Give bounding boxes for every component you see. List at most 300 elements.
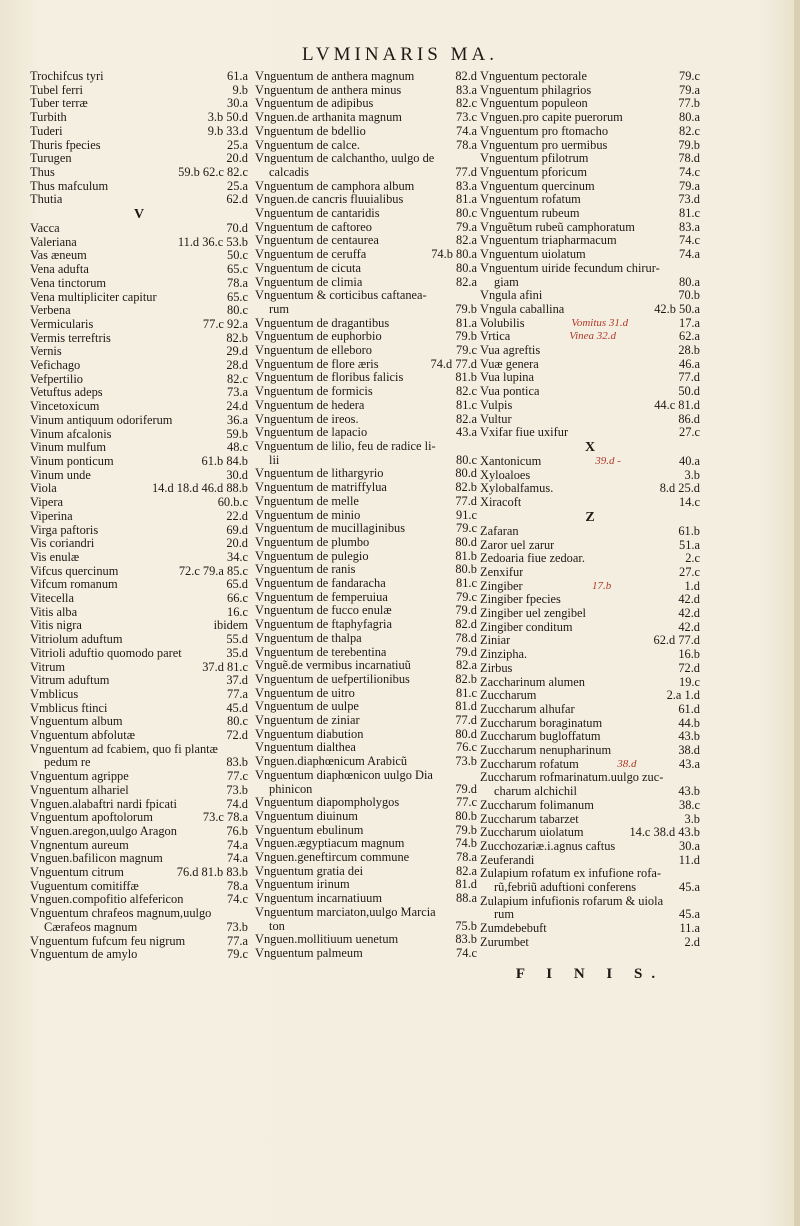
entry-reference: 11.d xyxy=(678,852,700,867)
entry-reference: 72.c 79.a 85.c xyxy=(178,563,248,578)
entry-reference: 77.d xyxy=(455,164,477,179)
entry-term: Vnguentum ebulinum xyxy=(255,823,364,837)
entry-reference: 42.d xyxy=(678,592,700,607)
entry-term: Vngnentum aureum xyxy=(30,838,129,852)
entry-term: Vngula afini xyxy=(480,289,543,303)
entry-reference: 77.c xyxy=(227,769,248,784)
index-entry xyxy=(255,646,477,660)
entry-term: Xylobalfamus. xyxy=(480,482,554,496)
index-entry xyxy=(480,867,700,881)
entry-reference: 77.a xyxy=(227,933,248,948)
index-entry xyxy=(30,359,248,373)
entry-term: Vnguen.bafilicon magnum xyxy=(30,852,163,866)
index-entry xyxy=(480,607,700,621)
entry-reference: 77.d xyxy=(455,493,477,508)
index-entry xyxy=(480,344,700,358)
entry-term: Vnguentum de cantaridis xyxy=(255,207,380,221)
entry-reference: 73.b xyxy=(455,754,477,769)
entry-term: Vnguen.pro capite puerorum xyxy=(480,111,623,125)
entry-term: Vnguentum de flore æris xyxy=(255,357,379,371)
index-entry xyxy=(480,413,700,427)
entry-term: Vnguẽ.de vermibus incarnatiuũ xyxy=(255,659,411,673)
entry-term: Zuccharum boraginatum xyxy=(480,716,603,730)
index-entry xyxy=(30,606,248,620)
index-entry xyxy=(30,825,248,839)
entry-reference: 59.b xyxy=(226,426,248,441)
entry-reference: 2.a 1.d xyxy=(666,688,700,703)
index-entry xyxy=(480,854,700,868)
entry-reference: 28.d xyxy=(226,358,248,373)
entry-term: Thutia xyxy=(30,193,63,207)
entry-reference: 81.c xyxy=(456,576,477,591)
index-entry xyxy=(255,577,477,591)
index-entry xyxy=(480,539,700,553)
entry-reference: 61.b 84.b xyxy=(201,453,248,468)
index-entry xyxy=(30,139,248,153)
index-entry xyxy=(255,522,477,536)
entry-reference: 66.c xyxy=(227,591,248,606)
index-entry xyxy=(30,880,248,894)
index-entry xyxy=(480,385,700,399)
index-entry xyxy=(30,111,248,125)
entry-term: Vinum ponticum xyxy=(30,454,114,468)
index-entry xyxy=(30,537,248,551)
index-entry xyxy=(30,414,248,428)
index-entry xyxy=(255,234,477,248)
entry-term: Vnguentum pforicum xyxy=(480,165,588,179)
entry-reference: 80.d xyxy=(455,466,477,481)
index-entry xyxy=(480,826,700,840)
index-entry xyxy=(255,399,477,413)
index-entry xyxy=(480,207,700,221)
entry-term: Zuccharum uiolatum xyxy=(480,826,584,840)
entry-term: Vincetoxicum xyxy=(30,400,100,414)
entry-reference: 82.a xyxy=(456,274,477,289)
index-entry-continuation xyxy=(255,920,477,934)
entry-term: Vnguentum ad fcabiem, quo fi plantæ xyxy=(30,742,218,756)
entry-term: Vultur xyxy=(480,412,512,426)
entry-reference: 74.c xyxy=(679,233,700,248)
index-entry xyxy=(480,371,700,385)
entry-reference: 83.b xyxy=(455,932,477,947)
entry-term: Vnguentum de thalpa xyxy=(255,631,362,645)
entry-reference: 77.b xyxy=(678,96,700,111)
entry-reference: 50.c xyxy=(227,248,248,263)
entry-term: Vnguentum de ftaphyfagria xyxy=(255,618,392,632)
index-entry xyxy=(255,878,477,892)
entry-term: Vnguentum dialthea xyxy=(255,741,356,755)
entry-reference: 61.d xyxy=(678,701,700,716)
entry-reference: ibidem xyxy=(213,618,248,633)
entry-reference: 45.a xyxy=(679,880,700,895)
index-entry xyxy=(255,330,477,344)
index-entry xyxy=(480,744,700,758)
entry-reference: 14.c 38.d 43.b xyxy=(629,825,700,840)
entry-reference: 77.d xyxy=(678,370,700,385)
index-entry xyxy=(30,935,248,949)
index-entry xyxy=(255,700,477,714)
index-entry xyxy=(30,222,248,236)
index-entry xyxy=(30,166,248,180)
index-entry xyxy=(30,510,248,524)
entry-reference: 48.c xyxy=(227,440,248,455)
entry-term: Vitrioli aduftio quomodo paret xyxy=(30,646,182,660)
entry-reference: 72.d xyxy=(678,660,700,675)
entry-reference: 2.c xyxy=(685,551,700,566)
entry-term: Vnguen.diaphœnicum Arabicũ xyxy=(255,755,408,769)
entry-term: Vitriolum aduftum xyxy=(30,633,123,647)
entry-reference: 80.d xyxy=(455,534,477,549)
entry-reference: 83.a xyxy=(679,219,700,234)
index-entry-continuation xyxy=(255,783,477,797)
entry-term: Vnguentum de elleboro xyxy=(255,344,372,358)
entry-term: Vnguentum citrum xyxy=(30,866,124,880)
index-entry xyxy=(480,922,700,936)
entry-reference: 2.d xyxy=(684,934,700,949)
entry-term: Vitis nigra xyxy=(30,619,82,633)
entry-reference: 79.b xyxy=(455,301,477,316)
index-entry xyxy=(480,482,700,496)
entry-reference: 79.a xyxy=(679,178,700,193)
entry-term: Zuccharum rofmarinatum.uulgo zuc- xyxy=(480,771,664,785)
entry-term: Vermicularis xyxy=(30,317,94,331)
index-entry xyxy=(480,840,700,854)
entry-term: Vnguentum triapharmacum xyxy=(480,234,617,248)
entry-term: Vnguen.ægyptiacum magnum xyxy=(255,837,405,851)
index-entry xyxy=(255,687,477,701)
index-entry xyxy=(255,851,477,865)
entry-reference: 82.a xyxy=(456,411,477,426)
index-entry xyxy=(30,948,248,962)
index-entry xyxy=(480,593,700,607)
entry-reference: 59.b 62.c 82.c xyxy=(178,164,248,179)
entry-term: Vinum unde xyxy=(30,468,91,482)
index-entry xyxy=(480,399,700,413)
entry-term: Zaccharinum alumen xyxy=(480,675,585,689)
index-entry xyxy=(255,221,477,235)
entry-term: Vnguentum album xyxy=(30,715,123,729)
entry-term: Vnguen.geneftircum commune xyxy=(255,851,410,865)
index-entry xyxy=(480,84,700,98)
entry-term: Vnguentum diuinum xyxy=(255,809,358,823)
finis-mark: F I N I S. xyxy=(515,965,665,982)
index-entry xyxy=(30,784,248,798)
entry-reference: 81.b xyxy=(455,370,477,385)
entry-term: Vnguentum alhariel xyxy=(30,783,129,797)
index-entry xyxy=(480,166,700,180)
entry-reference: 79.d xyxy=(455,644,477,659)
index-entry xyxy=(255,207,477,221)
entry-term: Vnguentum chrafeos magnum,uulgo xyxy=(30,907,212,921)
index-entry xyxy=(480,455,700,469)
index-entry xyxy=(480,689,700,703)
entry-reference: 43.b xyxy=(678,784,700,799)
index-column-2 xyxy=(255,70,477,961)
entry-term: Vnguentum de cicuta xyxy=(255,261,361,275)
entry-term: Vnguentum de camphora album xyxy=(255,179,415,193)
index-entry xyxy=(255,97,477,111)
index-entry xyxy=(30,193,248,207)
index-entry xyxy=(480,717,700,731)
page-edge xyxy=(794,0,800,1226)
entry-term: calcadis xyxy=(269,165,309,179)
entry-term: Vena adufta xyxy=(30,263,89,277)
index-entry xyxy=(30,345,248,359)
index-entry xyxy=(255,906,477,920)
entry-term: Zeuferandi xyxy=(480,853,535,867)
entry-reference: 40.a xyxy=(679,453,700,468)
entry-reference: 37.d 81.c xyxy=(202,659,248,674)
index-entry xyxy=(480,234,700,248)
index-entry xyxy=(255,70,477,84)
entry-term: Zenxifur xyxy=(480,565,524,579)
entry-reference: 27.c xyxy=(679,564,700,579)
index-entry xyxy=(30,496,248,510)
entry-reference: 25.a xyxy=(227,137,248,152)
entry-term: Vnguentum de melle xyxy=(255,494,359,508)
entry-reference: 77.d xyxy=(455,713,477,728)
entry-reference: 42.d xyxy=(678,619,700,634)
entry-term: Vnguentum de pulegio xyxy=(255,549,369,563)
entry-reference: 91.c xyxy=(456,507,477,522)
entry-reference: 9.b xyxy=(232,82,248,97)
index-entry xyxy=(30,386,248,400)
index-entry xyxy=(30,592,248,606)
entry-term: Zurumbet xyxy=(480,935,529,949)
entry-term: Vnguentum de uefpertilionibus xyxy=(255,672,410,686)
entry-reference: 80.c xyxy=(456,206,477,221)
entry-term: Trochifcus tyri xyxy=(30,70,104,83)
index-entry-continuation xyxy=(255,303,477,317)
entry-reference: 30.a xyxy=(679,838,700,853)
entry-term: Vngula caballina xyxy=(480,302,565,316)
entry-reference: 3.b xyxy=(684,467,700,482)
entry-reference: 76.b xyxy=(226,823,248,838)
entry-term: Zingiber conditum xyxy=(480,620,573,634)
entry-term: Vua pontica xyxy=(480,385,540,399)
index-entry-continuation xyxy=(30,756,248,770)
index-entry xyxy=(255,413,477,427)
index-entry xyxy=(30,97,248,111)
entry-term: Tuber terræ xyxy=(30,97,88,111)
entry-reference: 79.c xyxy=(456,343,477,358)
entry-term: Vnguentum de minio xyxy=(255,508,361,522)
entry-term: Zuccharum rofatum xyxy=(480,757,579,771)
entry-reference: 20.d xyxy=(226,151,248,166)
entry-term: Vipera xyxy=(30,496,63,510)
index-entry xyxy=(30,661,248,675)
index-entry xyxy=(30,715,248,729)
entry-reference: 70.b xyxy=(678,288,700,303)
entry-term: Zuccharum folimanum xyxy=(480,798,594,812)
entry-term: Vnguentum de centaurea xyxy=(255,234,379,248)
entry-term: Vnguentum agrippe xyxy=(30,770,129,784)
index-entry-continuation xyxy=(480,908,700,922)
entry-term: Zulapium infufionis rofarum & uiola xyxy=(480,894,664,908)
entry-term: Vnguentum de ranis xyxy=(255,563,356,577)
index-entry xyxy=(480,289,700,303)
index-entry xyxy=(255,632,477,646)
index-entry xyxy=(30,318,248,332)
entry-reference: 43.a xyxy=(679,756,700,771)
index-entry xyxy=(255,673,477,687)
handwritten-annotation: 39.d - xyxy=(595,454,621,467)
index-entry xyxy=(480,330,700,344)
index-entry xyxy=(480,125,700,139)
entry-term: Viola xyxy=(30,482,57,496)
index-entry-continuation xyxy=(480,276,700,290)
index-entry xyxy=(255,714,477,728)
entry-term: Zulapium rofatum ex infufione rofa- xyxy=(480,867,661,881)
entry-term: Vnguentum de euphorbio xyxy=(255,330,382,344)
entry-term: Vinum mulfum xyxy=(30,441,107,455)
index-entry xyxy=(480,111,700,125)
entry-reference: 88.a xyxy=(456,891,477,906)
index-entry xyxy=(480,634,700,648)
entry-term: Vnguen.de cancris fluuialibus xyxy=(255,193,404,207)
entry-reference: 82.b xyxy=(455,671,477,686)
entry-term: Vnguentum de terebentina xyxy=(255,645,387,659)
entry-term: Zumdebebuft xyxy=(480,922,547,936)
section-letter: V xyxy=(133,207,145,223)
index-entry xyxy=(480,580,700,594)
entry-term: Vnguen.de arthanita magnum xyxy=(255,111,402,125)
entry-term: Vitrum aduftum xyxy=(30,674,110,688)
section-letter: X xyxy=(584,439,596,455)
entry-term: Vnguentum de plumbo xyxy=(255,535,370,549)
entry-reference: 30.d xyxy=(226,467,248,482)
index-entry xyxy=(480,139,700,153)
index-entry xyxy=(30,619,248,633)
entry-reference: 24.d xyxy=(226,399,248,414)
index-entry xyxy=(480,771,700,785)
entry-term: Turbith xyxy=(30,111,67,125)
entry-reference: 79.d xyxy=(455,603,477,618)
entry-term: Zuccharum nenupharinum xyxy=(480,744,612,758)
entry-term: Vnguentum de mucillaginibus xyxy=(255,522,406,536)
entry-reference: 79.c xyxy=(679,69,700,83)
entry-term: Vmblicus ftinci xyxy=(30,701,108,715)
index-entry xyxy=(30,332,248,346)
index-entry xyxy=(30,633,248,647)
index-column-3 xyxy=(480,70,700,983)
index-entry xyxy=(30,400,248,414)
entry-reference: 83.a xyxy=(456,82,477,97)
index-entry xyxy=(480,662,700,676)
entry-reference: 79.b xyxy=(455,329,477,344)
entry-term: Vnguentum de anthera minus xyxy=(255,83,402,97)
entry-term: Vua lupina xyxy=(480,371,534,385)
entry-reference: 62.d 77.d xyxy=(653,633,700,648)
entry-reference: 82.a xyxy=(456,863,477,878)
entry-reference: 74.c xyxy=(679,164,700,179)
entry-term: Vnguentum irinum xyxy=(255,878,350,892)
entry-term: Vnguẽtum rubeũ camphoratum xyxy=(480,220,635,234)
entry-reference: 44.c 81.d xyxy=(654,397,700,412)
entry-term: pedum re xyxy=(44,756,91,770)
entry-reference: 38.d xyxy=(678,743,700,758)
section-letter: Z xyxy=(585,509,595,525)
entry-reference: 79.b xyxy=(678,137,700,152)
index-entry xyxy=(480,566,700,580)
entry-term: Zucchozariæ.i.agnus caftus xyxy=(480,839,616,853)
entry-reference: 80.d xyxy=(455,726,477,741)
entry-term: Vnguentum uiolatum xyxy=(480,248,586,262)
entry-term: Vnguentum de uitro xyxy=(255,686,355,700)
index-entry xyxy=(255,810,477,824)
index-entry-continuation xyxy=(480,785,700,799)
entry-reference: 43.a xyxy=(456,425,477,440)
entry-term: Vnguentum de climia xyxy=(255,275,363,289)
index-entry xyxy=(255,550,477,564)
entry-term: Valeriana xyxy=(30,235,77,249)
index-entry-continuation xyxy=(255,166,477,180)
entry-reference: 78.a xyxy=(456,850,477,865)
entry-term: Vnguentum de hedera xyxy=(255,398,365,412)
index-entry xyxy=(255,440,477,454)
entry-reference: 73.c xyxy=(456,110,477,125)
entry-term: Vuæ genera xyxy=(480,357,539,371)
entry-reference: 28.b xyxy=(678,343,700,358)
index-entry xyxy=(30,729,248,743)
entry-term: Vnguentum philagrios xyxy=(480,83,592,97)
entry-reference: 81.c xyxy=(456,685,477,700)
entry-reference: 51.a xyxy=(679,537,700,552)
entry-term: Vifcus quercinum xyxy=(30,564,119,578)
index-entry xyxy=(255,728,477,742)
index-entry xyxy=(30,907,248,921)
entry-term: Vinum antiquum odoriferum xyxy=(30,413,173,427)
index-entry xyxy=(30,441,248,455)
entry-reference: 81.a xyxy=(456,192,477,207)
entry-reference: 82.a xyxy=(456,233,477,248)
entry-reference: 74.a xyxy=(227,837,248,852)
entry-reference: 76.d 81.b 83.b xyxy=(176,865,248,880)
entry-reference: 79.d xyxy=(455,781,477,796)
entry-reference: 79.c xyxy=(456,589,477,604)
entry-term: Vnguentum de calchantho, uulgo de xyxy=(255,152,435,166)
entry-term: Vena multipliciter capitur xyxy=(30,290,157,304)
entry-term: Vuguentum comitiffæ xyxy=(30,879,139,893)
index-entry xyxy=(255,933,477,947)
entry-term: Zuccharum alhufar xyxy=(480,702,575,716)
entry-term: Vnguentum apoftolorum xyxy=(30,811,153,825)
index-entry xyxy=(255,426,477,440)
entry-term: Vnguentum pfilotrum xyxy=(480,152,589,166)
index-entry xyxy=(255,865,477,879)
index-entry xyxy=(480,676,700,690)
entry-reference: 1.d xyxy=(684,578,700,593)
index-entry xyxy=(30,839,248,853)
entry-term: phinicon xyxy=(269,782,313,796)
entry-term: Zafaran xyxy=(480,524,519,538)
entry-term: Vnguentum diaphœnicon uulgo Dia xyxy=(255,768,433,782)
index-entry xyxy=(480,496,700,510)
entry-term: Viperina xyxy=(30,509,73,523)
entry-term: Vnguentum gratia dei xyxy=(255,864,364,878)
entry-term: Vis coriandri xyxy=(30,537,95,551)
entry-reference: 78.a xyxy=(227,878,248,893)
entry-reference: 74.b 80.a xyxy=(431,247,477,262)
entry-reference: 62.d xyxy=(226,192,248,207)
entry-term: Vnguen.aregon,uulgo Aragon xyxy=(30,824,177,838)
entry-term: Vermis terreftris xyxy=(30,331,111,345)
index-entry xyxy=(255,276,477,290)
entry-term: Vnguentum de anthera magnum xyxy=(255,70,415,83)
index-column-1 xyxy=(30,70,248,962)
index-entry xyxy=(255,262,477,276)
running-head: LVMINARIS MA. xyxy=(302,44,498,65)
